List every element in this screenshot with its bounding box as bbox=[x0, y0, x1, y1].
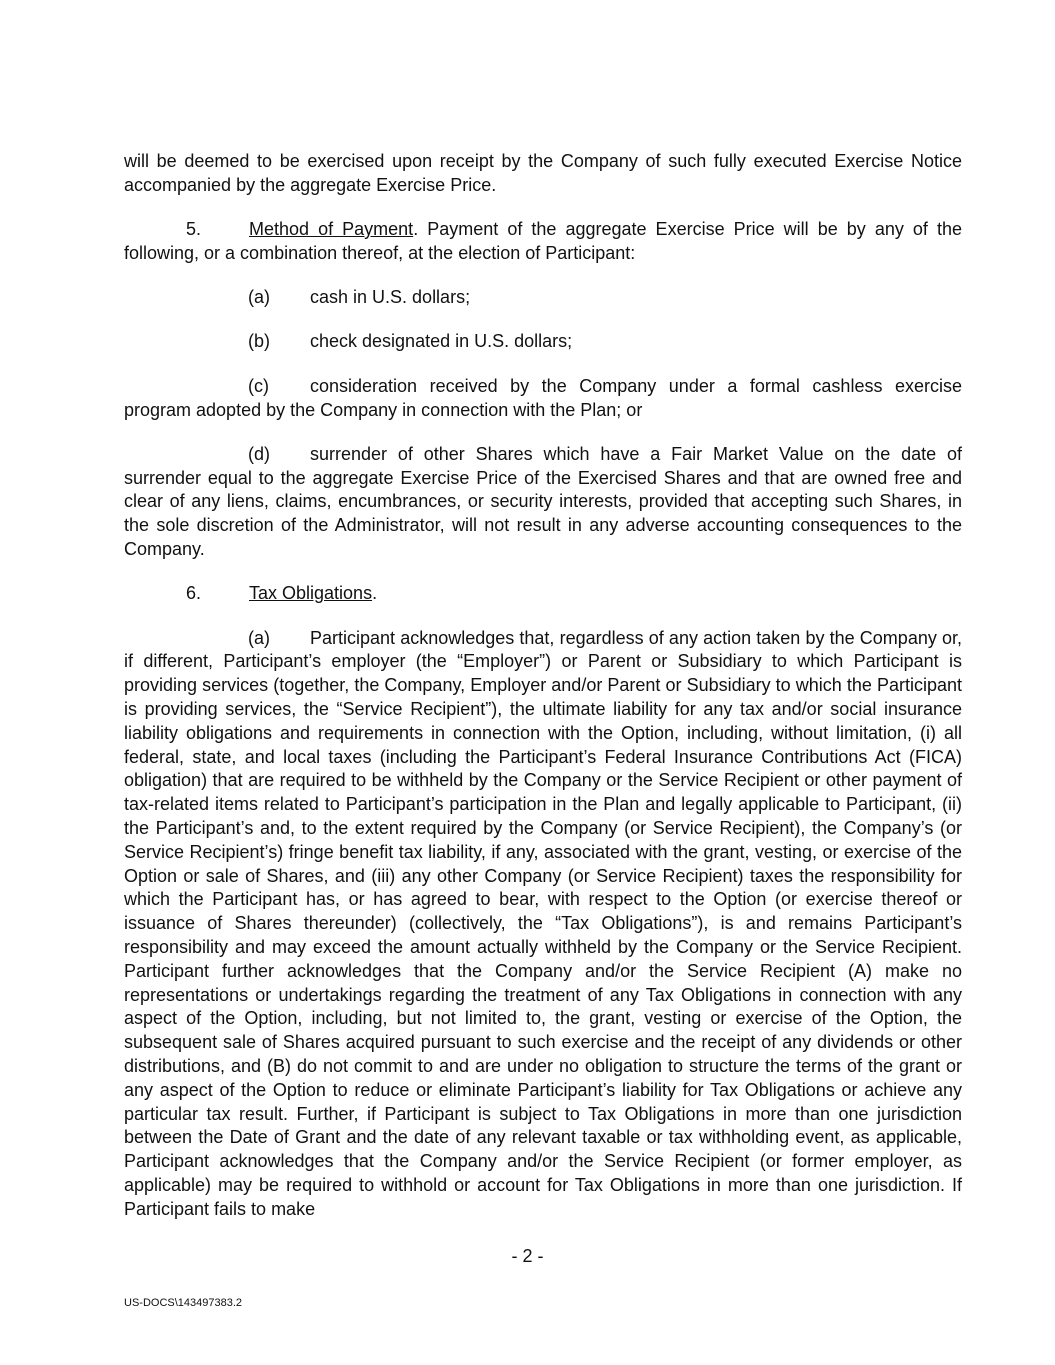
section-6-number: 6. bbox=[186, 583, 202, 604]
section-6-heading-suffix: . bbox=[372, 583, 378, 604]
payment-option-a-label: (a) bbox=[248, 287, 270, 308]
section-6a-paragraph bbox=[124, 627, 962, 1222]
section-5-number: 5. bbox=[186, 219, 202, 240]
section-6a-label: (a) bbox=[248, 627, 270, 648]
section-6-heading-paragraph bbox=[124, 582, 962, 606]
payment-option-a-text: cash in U.S. dollars; bbox=[310, 287, 471, 308]
payment-option-d-label: (d) bbox=[248, 443, 270, 464]
section-5-text: . Payment of the aggregate Exercise Price will be by any of the following, or a combination thereof, at the election of Participant: bbox=[124, 219, 963, 263]
section-6-heading: Tax Obligations bbox=[249, 583, 373, 604]
document-id: US-DOCS\143497383.2 bbox=[124, 1297, 243, 1309]
payment-option-c-label: (c) bbox=[248, 375, 269, 396]
page-number: - 2 - bbox=[511, 1246, 544, 1266]
payment-option-d-text: surrender of other Shares which have a Fair Market Value on the date of surrender equal to the aggregate Exercise Price of the Exercised Shares and that are owned free and clear of any liens, claims, encumbrances, or security interests, provided that accepting such Shares, in the sole discretion of the Administrator, will not result in any adverse accounting consequences to the Company. bbox=[124, 443, 962, 560]
payment-option-c bbox=[124, 375, 962, 423]
payment-option-a bbox=[124, 286, 962, 310]
payment-option-b bbox=[124, 330, 962, 354]
continuation-paragraph: will be deemed to be exercised upon receipt by the Company of such fully executed Exercise Notice accompanied by the aggregate Exercise Price. bbox=[124, 151, 962, 195]
section-5-paragraph bbox=[124, 218, 962, 266]
payment-option-b-text: check designated in U.S. dollars; bbox=[310, 331, 573, 352]
document-body bbox=[124, 150, 962, 1222]
section-6a-text: Participant acknowledges that, regardless of any action taken by the Company or, if different, Participant’s employer (the “Employer”) or Parent or Subsidiary to which Participant is providing services (together, the Company, Employer and/or Parent or Subsidiary to which the Participant is providing services, the “Service Recipient”), the ultimate liability for any tax and/or social insurance liability obligations and requirements in connection with the Option, including, without limitation, (i) all federal, state, and local taxes (including the Participant’s Federal Insurance Contributions Act (FICA) obligation) that are required to be withheld by the Company or the Service Recipient or other payment of tax-related items related to Participant’s participation in the Plan and legally applicable to Participant, (ii) the Participant’s and, to the extent required by the Company (or Service Recipient), the Company’s (or Service Recipient’s) fringe benefit tax liability, if any, associated with the grant, vesting, or exercise of the Option or sale of Shares, and (iii) any other Company (or Service Recipient) taxes the responsibility for which the Participant has, or has agreed to bear, with respect to the Option (or exercise thereof or issuance of Shares thereunder) (collectively, the “Tax Obligations”), is and remains Participant’s responsibility and may exceed the amount actually withheld by the Company or the Service Recipient. Participant further acknowledges that the Company and/or the Service Recipient (A) make no representations or undertakings regarding the treatment of any Tax Obligations in connection with any aspect of the Option, including, but not limited to, the grant, vesting or exercise of the Option, the subsequent sale of Shares acquired pursuant to such exercise and the receipt of any dividends or other distributions, and (B) do not commit to and are under no obligation to structure the terms of the grant or any aspect of the Option to reduce or eliminate Participant’s liability for Tax Obligations or achieve any particular tax result. Further, if Participant is subject to Tax Obligations in more than one jurisdiction between the Date of Grant and the date of any relevant taxable or tax withholding event, as applicable, Participant acknowledges that the Company and/or the Service Recipient (or former employer, as applicable) may be required to withhold or account for Tax Obligations in more than one jurisdiction. If Participant fails to make bbox=[124, 627, 962, 1219]
payment-option-b-label: (b) bbox=[248, 331, 270, 352]
payment-option-d bbox=[124, 443, 962, 562]
section-5-heading: Method of Payment bbox=[249, 219, 414, 240]
payment-option-c-text: consideration received by the Company under a formal cashless exercise program adopted by the Company in connection with the Plan; or bbox=[124, 375, 962, 420]
